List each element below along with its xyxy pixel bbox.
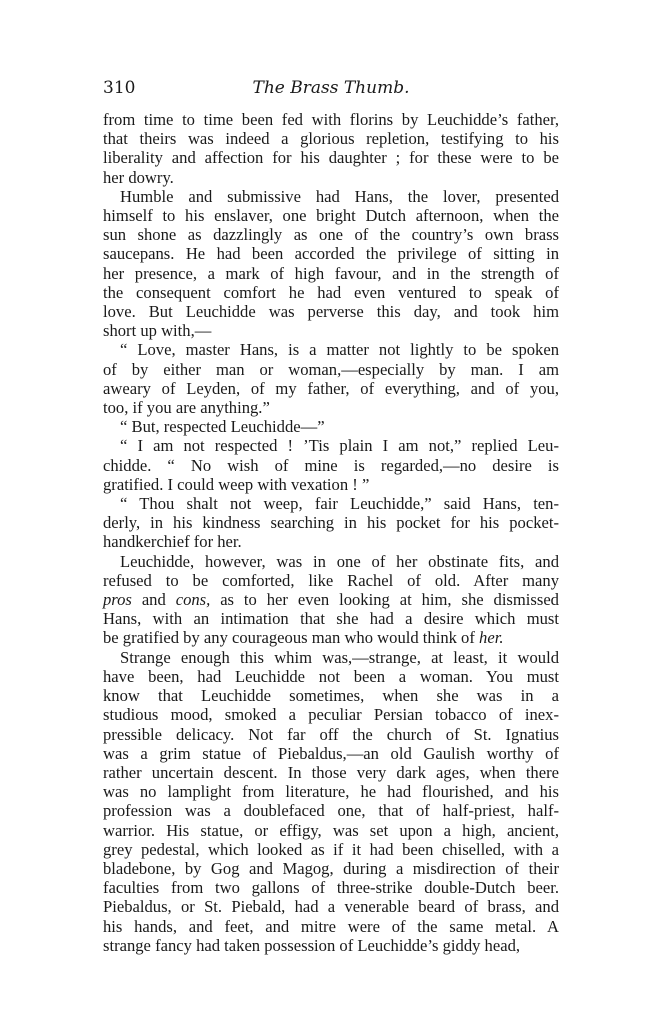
text-line: was no lamplight from literature, he had flourished, and his: [103, 782, 559, 802]
text-line: “ But, respected Leuchidde—”: [120, 417, 325, 437]
page-number: 310: [103, 78, 136, 98]
text-line: strange fancy had taken possession of Leuchidde’s giddy head,: [103, 935, 521, 955]
text-line: of by either man or woman,—especially by man. I am: [103, 359, 559, 379]
text-line: “ Love, master Hans, is a matter not lightly to be spoken: [120, 340, 559, 360]
text-line: too, if you are anything.”: [103, 398, 270, 418]
text-line: gratified. I could weep with vexation ! ”: [103, 474, 370, 494]
text-line: know that Leuchidde sometimes, when she was in a: [103, 686, 559, 706]
text-line: warrior. His statue, or effigy, was set upon a high, ancient,: [103, 820, 559, 840]
text-line: have been, had Leuchidde not been a woman. You must: [103, 666, 559, 686]
text-line: handkerchief for her.: [103, 532, 242, 552]
running-head: [103, 78, 559, 100]
text-line: that theirs was indeed a glorious repletion, testifying to his: [103, 129, 559, 149]
text-line: short up with,—: [103, 321, 212, 341]
text-line: bladebone, by Gog and Magog, during a misdirection of their: [103, 858, 559, 878]
paragraph: [103, 417, 559, 436]
text-line: Leuchidde, however, was in one of her obstinate fits, and: [120, 551, 559, 571]
text-line: be gratified by any courageous man who would think of her.: [103, 628, 504, 648]
text-line: Humble and submissive had Hans, the lover, presented: [120, 186, 559, 206]
text-line: profession was a doublefaced one, that of half-priest, half-: [103, 801, 559, 821]
paragraph: [103, 494, 559, 552]
paragraph: [103, 648, 559, 955]
text-line: himself to his enslaver, one bright Dutch afternoon, when the: [103, 206, 559, 226]
text-line: rather uncertain descent. In those very dark ages, when there: [103, 762, 559, 782]
text-line: from time to time been fed with florins by Leuchidde’s father,: [103, 110, 559, 129]
text-line: studious mood, smoked a peculiar Persian tobacco of inex-: [103, 705, 559, 725]
text-line: “ Thou shalt not weep, fair Leuchidde,” said Hans, ten-: [120, 494, 559, 514]
text-line: love. But Leuchidde was perverse this day, and took him: [103, 302, 559, 322]
text-line: sun shone as dazzlingly as one of the country’s own brass: [103, 225, 559, 245]
body-text: [103, 110, 559, 955]
text-line: his hands, and feet, and mitre were of the same metal. A: [103, 916, 559, 936]
text-line: the consequent comfort he had even ventured to speak of: [103, 282, 559, 302]
paragraph: [103, 187, 559, 341]
text-line: saucepans. He had been accorded the privilege of sitting in: [103, 244, 559, 264]
paragraph: [103, 552, 559, 648]
running-title: The Brass Thumb.: [252, 78, 410, 98]
paragraph: [103, 340, 559, 417]
text-line: Piebaldus, or St. Piebald, had a venerable beard of brass, and: [103, 897, 559, 917]
book-page: [103, 78, 559, 955]
text-line: grey pedestal, which looked as if it had been chiselled, with a: [103, 839, 559, 859]
text-line: Hans, with an intimation that she had a desire which must: [103, 609, 559, 629]
text-line: her presence, a mark of high favour, and in the strength of: [103, 263, 559, 283]
text-line: “ I am not respected ! ’Tis plain I am not,” replied Leu-: [120, 436, 559, 456]
text-line: pros and cons, as to her even looking at him, she dismissed: [103, 590, 559, 610]
text-line: aweary of Leyden, of my father, of everything, and of you,: [103, 378, 559, 398]
text-line: her dowry.: [103, 167, 174, 187]
text-line: refused to be comforted, like Rachel of old. After many: [103, 570, 559, 590]
text-line: Strange enough this whim was,—strange, at least, it would: [120, 647, 559, 667]
text-line: was a grim statue of Piebaldus,—an old Gaulish worthy of: [103, 743, 559, 763]
text-line: chidde. “ No wish of mine is regarded,—no desire is: [103, 455, 559, 475]
text-line: faculties from two gallons of three-strike double-Dutch beer.: [103, 878, 559, 898]
text-line: derly, in his kindness searching in his pocket for his pocket-: [103, 513, 559, 533]
paragraph: [103, 110, 559, 187]
text-line: pressible delicacy. Not far off the church of St. Ignatius: [103, 724, 559, 744]
paragraph: [103, 436, 559, 494]
text-line: liberality and affection for his daughter ; for these were to be: [103, 148, 559, 168]
